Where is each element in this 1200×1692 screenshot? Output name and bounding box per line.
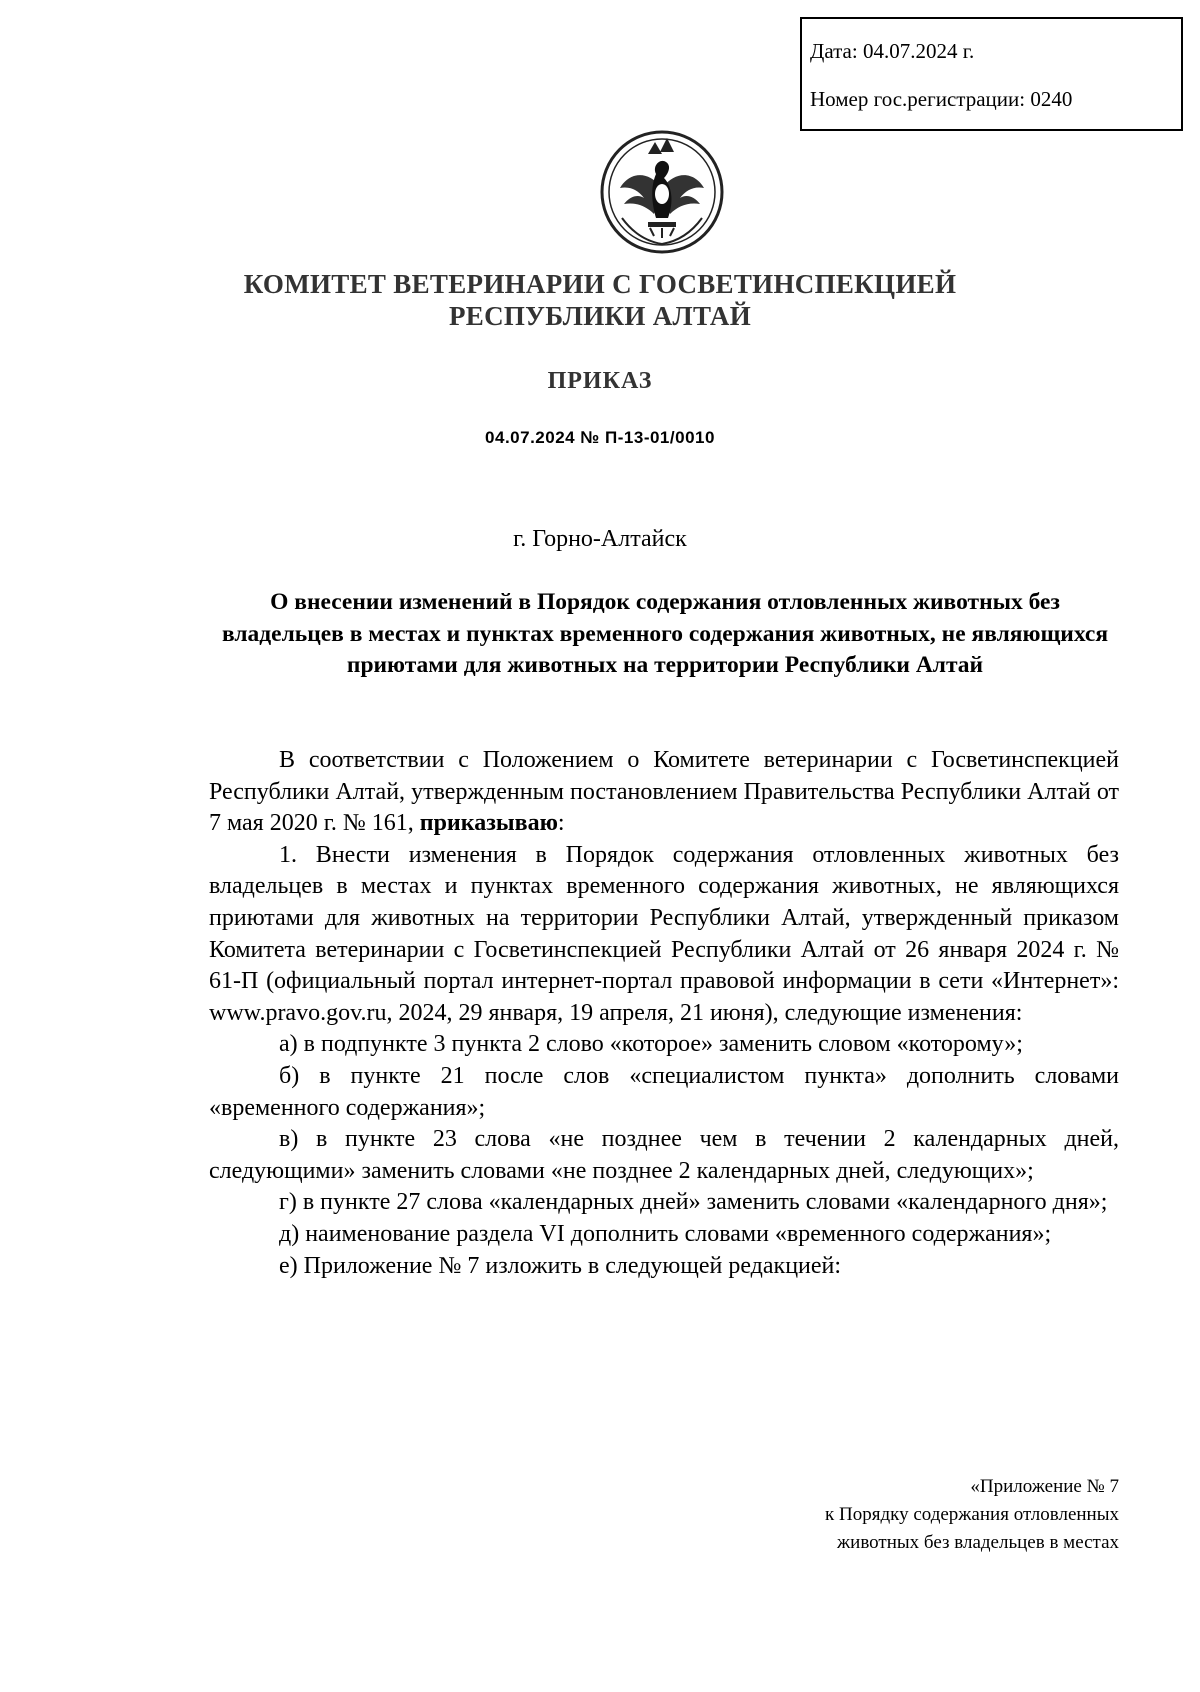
document-type: ПРИКАЗ [547, 368, 653, 394]
date-label: Дата: [810, 39, 858, 63]
sub-item-b: б) в пункте 21 после слов «специалистом пункта» дополнить словами «временного содержания»; [209, 1062, 1119, 1121]
date-value: 04.07.2024 г. [862, 39, 975, 63]
intro-text: В соответствии с Положением о Комитете ветеринарии с Госветинспекцией Республики Алтай, утвержденным постановлением Правительства Республики Алтай от 7 мая 2020 г. № 161, [209, 747, 1119, 837]
org-line-2: РЕСПУБЛИКИ АЛТАЙ [448, 301, 752, 331]
intro-decree-word: приказываю [419, 810, 558, 837]
sub-item-e: е) Приложение № 7 изложить в следующей редакцией: [279, 1252, 842, 1279]
registration-number [810, 89, 1181, 110]
appendix-line-3: животных без владельцев в местах [837, 1532, 1119, 1553]
appendix-line-2: к Порядку содержания отловленных [825, 1504, 1119, 1525]
item-1: 1. Внести изменения в Порядок содержания отловленных животных без владельцев в местах и пунктах временного содержания животных, не являющихся приютами для животных на территории Республики Алтай, утвержденный приказом Комитета ветеринарии с Госветинспекцией Республики Алтай от 26 января 2024 г. № 61-П (официальный портал интернет-портал правовой информации в сети «Интернет»: www.pravo.gov.ru, 2024, 29 января, 19 апреля, 21 июня), следующие изменения: [209, 841, 1119, 1026]
intro-end: : [557, 810, 565, 837]
order-number: 04.07.2024 № П-13-01/0010 [485, 428, 715, 447]
sub-item-g: г) в пункте 27 слова «календарных дней» заменить словами «календарного дня»; [279, 1189, 1108, 1216]
org-line-1: КОМИТЕТ ВЕТЕРИНАРИИ С ГОСВЕТИНСПЕКЦИЕЙ [243, 269, 957, 299]
organization-name [0, 268, 1200, 332]
document-body [209, 745, 1119, 1282]
appendix-line-1: «Приложение № 7 [970, 1476, 1119, 1497]
city: г. Горно-Алтайск [513, 526, 687, 552]
number-value: 0240 [1030, 87, 1073, 111]
sub-item-d: д) наименование раздела VI дополнить словами «временного содержания»; [279, 1220, 1052, 1247]
coat-of-arms-icon [598, 128, 726, 256]
registration-date [810, 41, 1181, 62]
sub-item-a: а) в подпункте 3 пункта 2 слово «которое» заменить словом «которому»; [279, 1031, 1023, 1058]
document-subject: О внесении изменений в Порядок содержания отловленных животных без владельцев в местах и пунктах временного содержания животных, не являющихся приютами для животных на территории Республики Алтай [221, 589, 1109, 678]
appendix-heading [620, 1473, 1119, 1557]
registration-box [800, 17, 1183, 131]
intro-paragraph [209, 745, 1119, 840]
number-label: Номер гос.регистрации: [810, 87, 1026, 111]
sub-item-c: в) в пункте 23 слова «не позднее чем в течении 2 календарных дней, следующими» заменить словами «не позднее 2 календарных дней, следующих»; [209, 1126, 1119, 1184]
